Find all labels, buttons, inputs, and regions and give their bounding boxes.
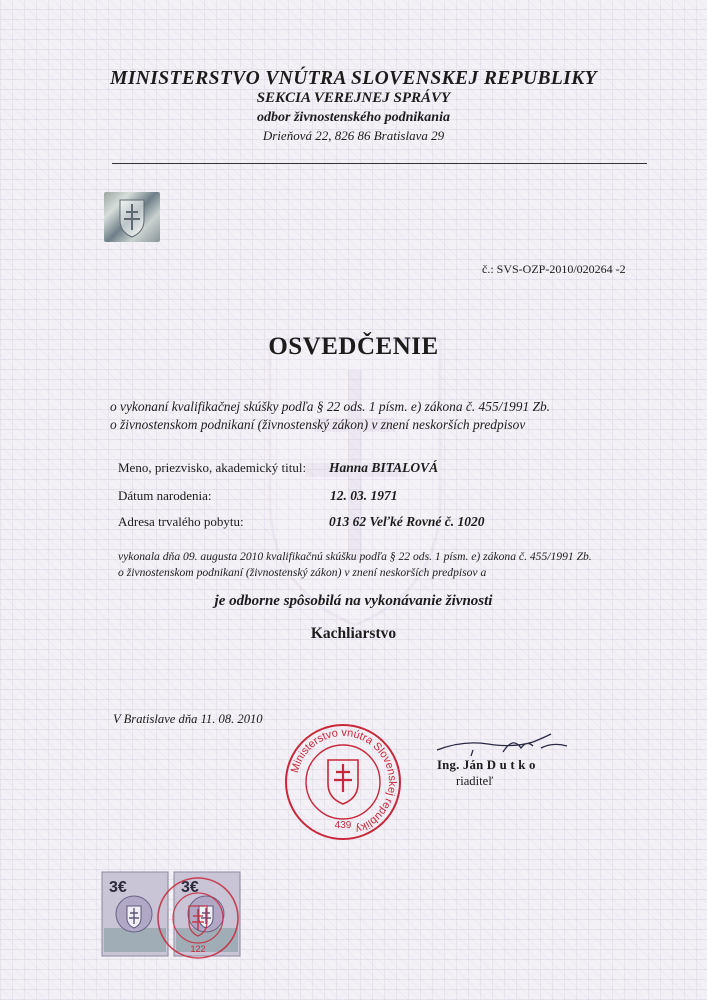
cancellation-round-stamp: [152, 872, 242, 964]
place-and-date: V Bratislave dňa 11. 08. 2010: [113, 712, 263, 726]
address-label: Adresa trvalého pobytu:: [118, 514, 244, 529]
competence-statement: je odborne spôsobilá na vykonávanie živnosti: [214, 593, 493, 609]
stamp-ring-text: Ministerstvo vnútra Slovenskej republiky: [288, 726, 399, 836]
revenue-stamp-2-value: 3€: [181, 879, 199, 896]
hologram-emblem: [104, 192, 160, 242]
coat-of-arms-watermark: [260, 330, 450, 630]
stamp-number: 439: [334, 820, 352, 831]
section-heading: SEKCIA VEREJNEJ SPRÁVY: [256, 90, 451, 106]
handwritten-signature: [433, 728, 573, 758]
document-subtitle-line1: o vykonaní kvalifikačnej skúšky podľa § 22 ods. 1 písm. e) zákona č. 455/1991 Zb.: [110, 399, 550, 414]
name-value: Hanna BITALOVÁ: [329, 460, 439, 475]
reference-number: č.: SVS-OZP-2010/020264 -2: [482, 262, 626, 276]
round-stamp-number: 122: [190, 944, 206, 954]
department-heading: odbor živnostenského podnikania: [257, 110, 450, 125]
revenue-stamp-1-value: 3€: [109, 879, 127, 896]
name-label: Meno, priezvisko, akademický titul:: [118, 460, 307, 475]
official-round-stamp: [283, 722, 403, 842]
signatory-name: Ing. Ján D u t k o: [437, 758, 536, 772]
statement-line1: vykonala dňa 09. augusta 2010 kvalifikačnú skúšku podľa § 22 ods. 1 písm. e) zákona č. 455/1991 Zb.: [118, 550, 592, 563]
ministry-address: Drieňová 22, 826 86 Bratislava 29: [262, 128, 445, 143]
birth-date-value: 12. 03. 1971: [330, 488, 398, 503]
signatory-role: riaditeľ: [456, 774, 494, 788]
birth-date-label: Dátum narodenia:: [118, 488, 212, 503]
ministry-heading: MINISTERSTVO VNÚTRA SLOVENSKEJ REPUBLIKY: [110, 68, 597, 89]
coat-of-arms-icon: [104, 192, 160, 242]
statement-line2: o živnostenskom podnikaní (živnostenský zákon) v znení neskorších predpisov a: [118, 566, 487, 579]
trade-name: Kachliarstvo: [310, 625, 397, 642]
stamp-coat-of-arms-icon: [328, 760, 358, 804]
address-value: 013 62 Veľké Rovné č. 1020: [329, 514, 485, 529]
document-subtitle-line2: o živnostenskom podnikaní (živnostenský zákon) v znení neskorších predpisov: [110, 417, 526, 432]
header-divider: [112, 163, 647, 164]
document-title: OSVEDČENIE: [268, 333, 439, 360]
